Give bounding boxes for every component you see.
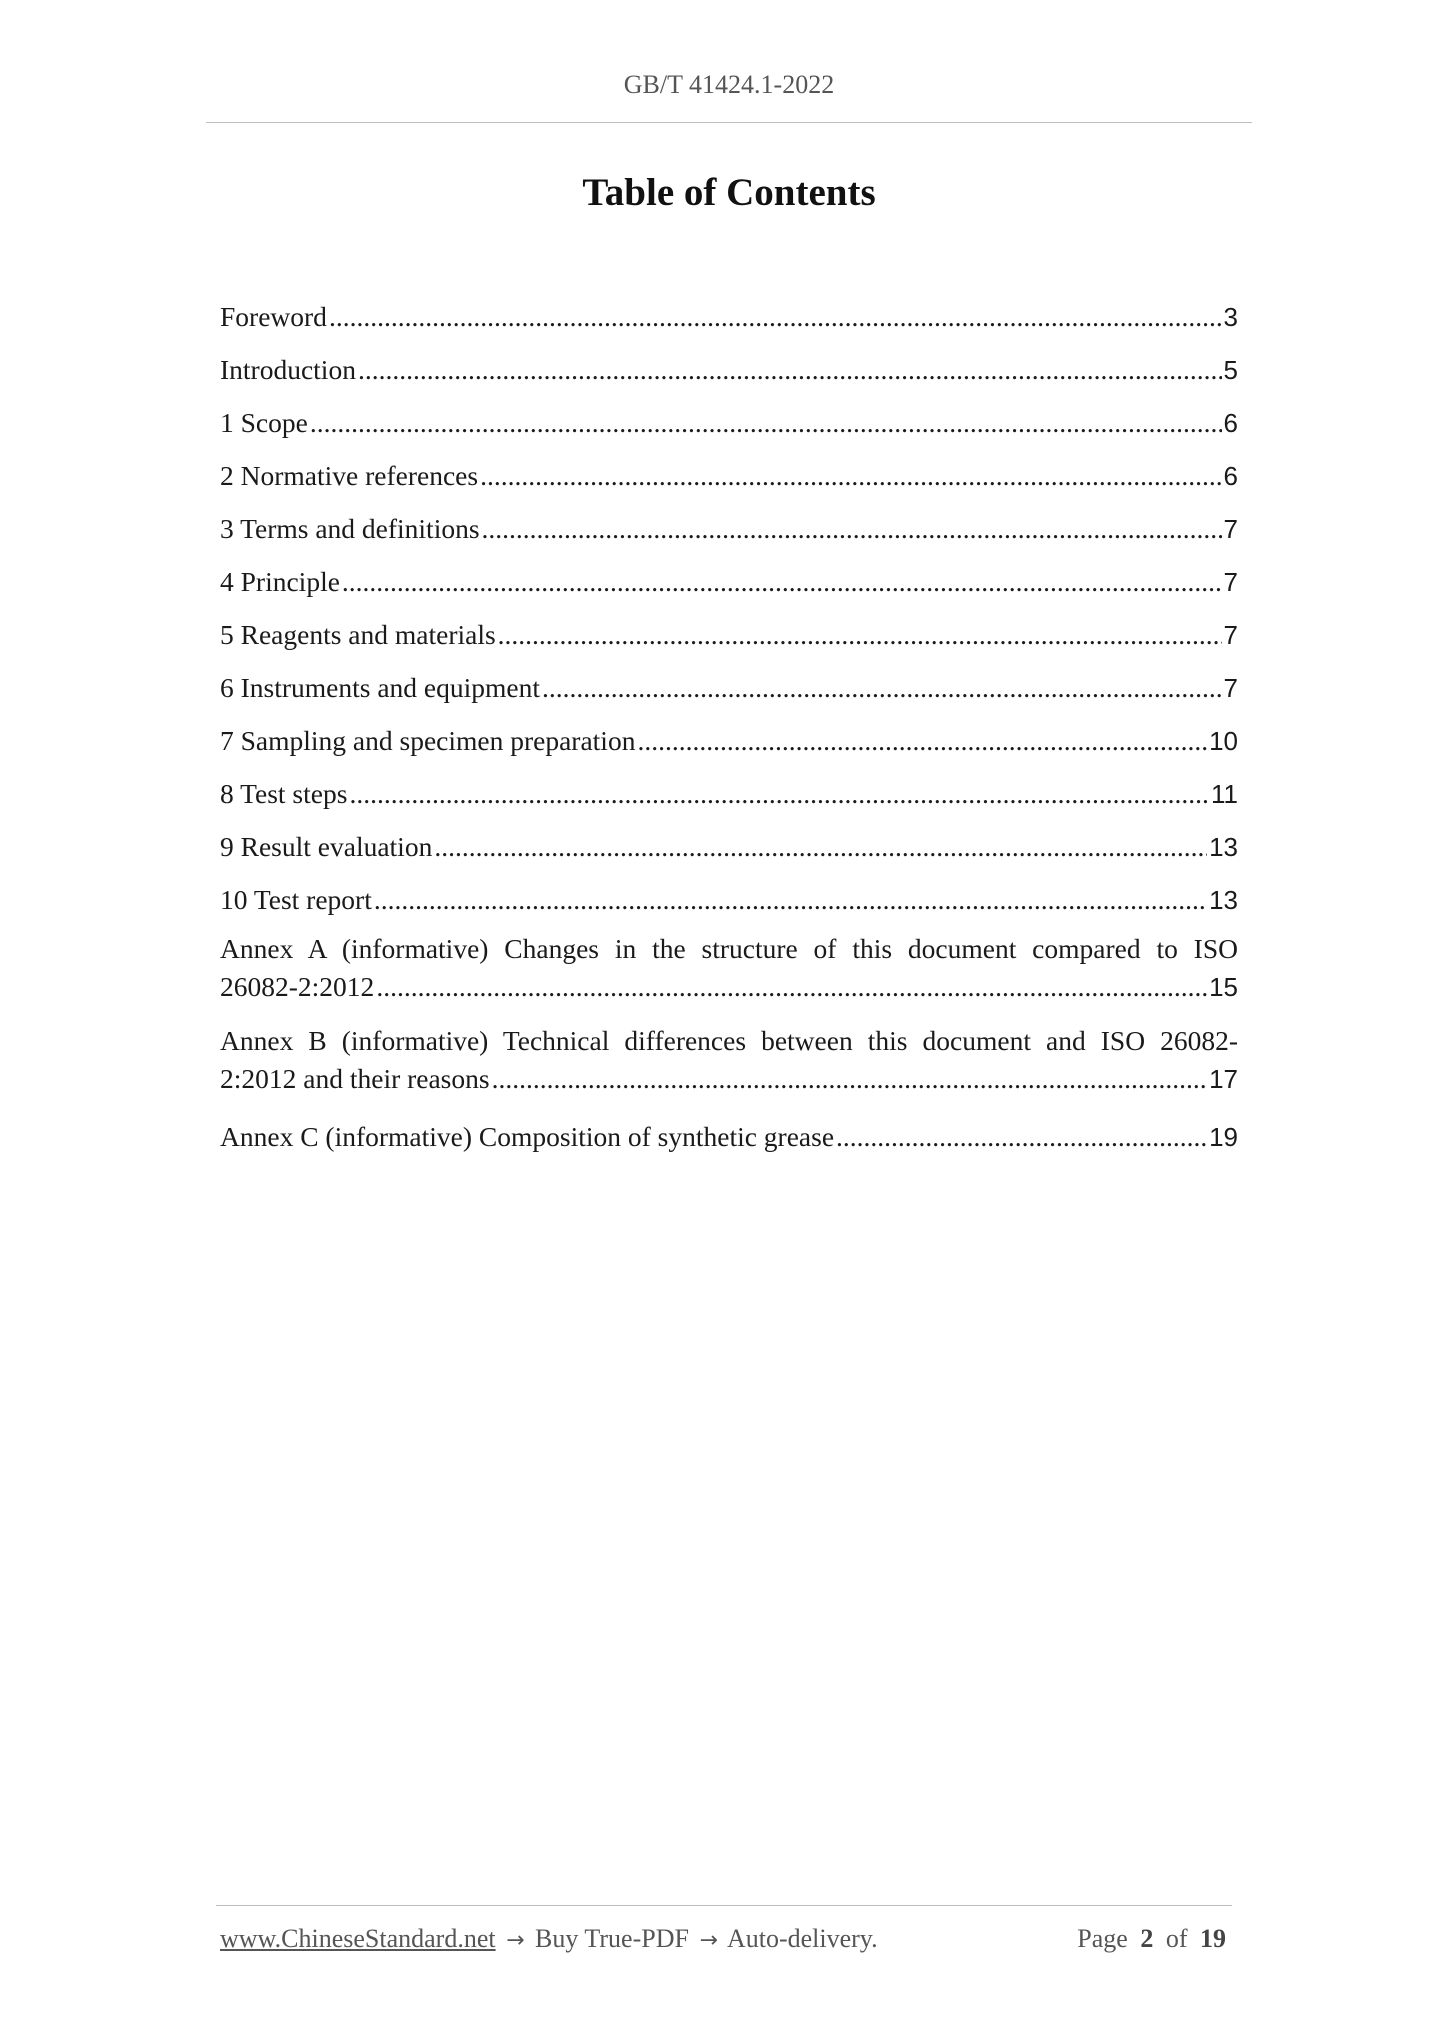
toc-entry-page: 17 <box>1209 1064 1238 1094</box>
toc-list <box>220 284 1238 1157</box>
toc-leader-dots <box>310 403 1222 443</box>
header-divider <box>206 122 1252 123</box>
toc-entry-label: 2 Normative references <box>220 460 479 491</box>
page-indicator <box>1077 1924 1232 1954</box>
toc-entry-result-evaluation[interactable] <box>220 814 1238 867</box>
toc-leader-dots <box>637 721 1207 761</box>
toc-leader-dots <box>836 1117 1207 1157</box>
arrow-right-icon: → <box>699 1928 718 1953</box>
toc-leader-dots <box>358 350 1222 390</box>
toc-entry-terms-and-definitions[interactable] <box>220 496 1238 549</box>
buy-text: Buy True-PDF <box>535 1924 689 1953</box>
toc-entry-label: 4 Principle <box>220 566 340 597</box>
toc-entry-page: 7 <box>1223 567 1238 597</box>
page-word: Page <box>1077 1924 1128 1953</box>
toc-entry-reagents-and-materials[interactable] <box>220 602 1238 655</box>
toc-leader-dots <box>376 968 1207 1006</box>
of-word: of <box>1165 1924 1188 1953</box>
toc-entry-label: 7 Sampling and specimen preparation <box>220 725 636 756</box>
toc-entry-page: 10 <box>1209 726 1238 756</box>
document-header <box>206 70 1252 100</box>
toc-leader-dots <box>492 1060 1207 1098</box>
toc-entry-sampling[interactable] <box>220 708 1238 761</box>
delivery-text: Auto-delivery. <box>726 1924 878 1953</box>
toc-entry-label: 1 Scope <box>220 407 308 438</box>
toc-entry-page: 19 <box>1209 1122 1238 1152</box>
toc-leader-dots <box>482 509 1222 549</box>
site-link[interactable]: www.ChineseStandard.net <box>220 1924 496 1953</box>
toc-entry-label: Foreword <box>220 301 327 332</box>
toc-leader-dots <box>329 297 1222 337</box>
toc-entry-label: Annex C (informative) Composition of synthetic grease <box>220 1121 835 1152</box>
standard-code: GB/T 41424.1-2022 <box>623 70 835 99</box>
toc-entry-label: 9 Result evaluation <box>220 831 433 862</box>
toc-entry-page: 11 <box>1211 779 1238 809</box>
toc-entry-page: 15 <box>1209 972 1238 1002</box>
toc-leader-dots <box>349 774 1209 814</box>
toc-entry-label: 5 Reagents and materials <box>220 619 496 650</box>
toc-entry-label: 6 Instruments and equipment <box>220 672 541 703</box>
toc-leader-dots <box>342 562 1222 602</box>
toc-entry-test-steps[interactable] <box>220 761 1238 814</box>
toc-title: Table of Contents <box>582 171 876 214</box>
toc-leader-dots <box>480 456 1221 496</box>
toc-entry-page: 7 <box>1223 620 1238 650</box>
toc-entry-introduction[interactable] <box>220 337 1238 390</box>
toc-entry-annex-b[interactable] <box>220 1012 1238 1104</box>
page-current: 2 <box>1140 1924 1154 1953</box>
toc-entry-annex-a[interactable] <box>220 920 1238 1012</box>
toc-entry-scope[interactable] <box>220 390 1238 443</box>
toc-leader-dots <box>542 668 1222 708</box>
toc-entry-normative-references[interactable] <box>220 443 1238 496</box>
toc-entry-page: 7 <box>1223 514 1238 544</box>
document-footer <box>220 1924 1232 1954</box>
toc-entry-annex-c[interactable] <box>220 1104 1238 1157</box>
toc-entry-page: 6 <box>1223 461 1238 491</box>
toc-entry-page: 7 <box>1223 673 1238 703</box>
toc-entry-principle[interactable] <box>220 549 1238 602</box>
page-total: 19 <box>1200 1924 1226 1953</box>
toc-entry-page: 6 <box>1223 408 1238 438</box>
toc-entry-label-line1: Annex B (informative) Technical differences between this document and ISO 26082- <box>220 1025 1238 1056</box>
toc-entry-page: 3 <box>1223 302 1238 332</box>
arrow-right-icon: → <box>506 1928 525 1953</box>
footer-divider <box>216 1905 1232 1906</box>
toc-entry-label: 3 Terms and definitions <box>220 513 480 544</box>
toc-leader-dots <box>498 615 1222 655</box>
footer-promo <box>220 1924 878 1954</box>
toc-entry-page: 13 <box>1209 832 1238 862</box>
toc-entry-test-report[interactable] <box>220 867 1238 920</box>
toc-leader-dots <box>434 827 1207 867</box>
toc-entry-page: 13 <box>1209 885 1238 915</box>
toc-entry-page: 5 <box>1223 355 1238 385</box>
toc-entry-label-line2: 2:2012 and their reasons <box>220 1063 490 1094</box>
toc-entry-label: Introduction <box>220 354 356 385</box>
toc-entry-foreword[interactable] <box>220 284 1238 337</box>
toc-entry-label-line2: 26082-2:2012 <box>220 971 375 1002</box>
toc-leader-dots <box>374 880 1207 920</box>
toc-entry-label: 10 Test report <box>220 884 372 915</box>
toc-entry-label: 8 Test steps <box>220 778 348 809</box>
toc-entry-label-line1: Annex A (informative) Changes in the structure of this document compared to ISO <box>220 933 1238 964</box>
toc-entry-instruments-and-equipment[interactable] <box>220 655 1238 708</box>
